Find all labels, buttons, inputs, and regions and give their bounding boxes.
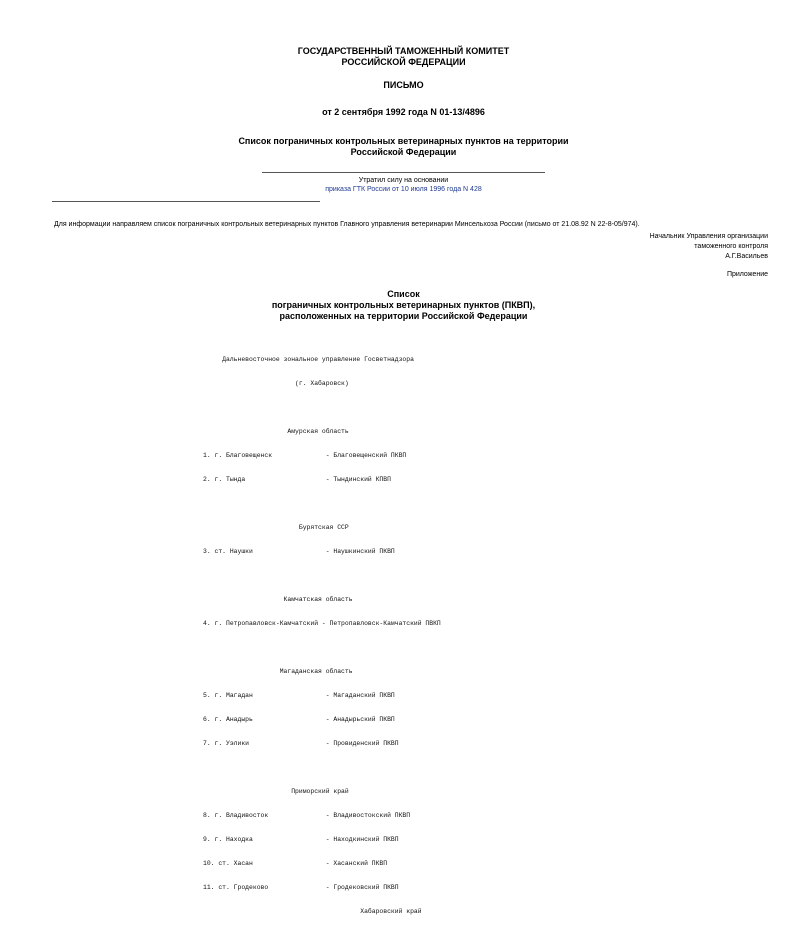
document-title-line2: Российской Федерации (350, 147, 457, 157)
appendix-title-line2: пограничных контрольных ветеринарных пунктов (ПКВП), (271, 300, 536, 310)
checkpoint-list (203, 340, 441, 932)
list-line (203, 572, 441, 580)
list-line: 8. г. Владивосток - Владивостокский ПКВП (203, 812, 411, 819)
signature-position-line2: таможенного контроля (694, 243, 768, 250)
list-line: Дальневосточное зональное управление Госветнадзора (203, 356, 414, 363)
org-name-line1: ГОСУДАРСТВЕННЫЙ ТАМОЖЕННЫЙ КОМИТЕТ (297, 46, 510, 56)
status-repeal-link[interactable]: приказа ГТК России от 10 июля 1996 года N 428 (325, 186, 482, 193)
list-line: 10. ст. Хасан - Хасанский ПКВП (203, 860, 388, 867)
list-line: Бурятская ССР (203, 524, 349, 531)
appendix-label: Приложение (726, 271, 768, 278)
appendix-title-line3: расположенных на территории Российской Федерации (279, 311, 528, 321)
body-paragraph: Для информации направляем список пограничных контрольных ветеринарных пунктов Главного управления ветеринарии Минсельхоза России (письмо от 21.08.92 N 22-8-05/974). (54, 221, 640, 228)
list-line (203, 404, 441, 412)
list-line: (г. Хабаровск) (203, 380, 349, 387)
signature-position-line1: Начальник Управления организации (649, 233, 768, 240)
list-line: 6. г. Анадырь - Анадырьский ПКВП (203, 716, 395, 723)
list-line: 4. г. Петропавловск-Камчатский - Петропавловск-Камчатский ПВКП (203, 620, 441, 627)
list-line: Приморский край (203, 788, 349, 795)
signature-name: А.Г.Васильев (725, 253, 768, 260)
list-line: Хабаровский край (203, 908, 422, 915)
list-line: 3. ст. Наушки - Наушкинский ПКВП (203, 548, 395, 555)
list-line: 1. г. Благовещенск - Благовещенский ПКВП (203, 452, 407, 459)
list-line: 9. г. Находка - Находкинский ПКВП (203, 836, 399, 843)
list-line: Камчатская область (203, 596, 353, 603)
list-line: 7. г. Уэлики - Провиденский ПКВП (203, 740, 399, 747)
list-line (203, 500, 441, 508)
appendix-title-line1: Список (387, 289, 420, 299)
list-line: Амурская область (203, 428, 349, 435)
status-bottom-divider (52, 201, 320, 202)
list-line: 2. г. Тында - Тындинский КПВП (203, 476, 391, 483)
list-line: 5. г. Магадан - Магаданский ПКВП (203, 692, 395, 699)
status-top-divider (262, 172, 545, 173)
status-text: Утратил силу на основании (358, 177, 449, 184)
list-line (203, 644, 441, 652)
list-line: 11. ст. Гродеково - Гродековский ПКВП (203, 884, 399, 891)
list-line: Магаданская область (203, 668, 353, 675)
org-name-line2: РОССИЙСКОЙ ФЕДЕРАЦИИ (341, 57, 466, 67)
document-date-number: от 2 сентября 1992 года N 01-13/4896 (322, 107, 485, 117)
document-type: ПИСЬМО (383, 80, 424, 90)
list-line (203, 764, 441, 772)
document-title-line1: Список пограничных контрольных ветеринарных пунктов на территории (238, 136, 569, 146)
